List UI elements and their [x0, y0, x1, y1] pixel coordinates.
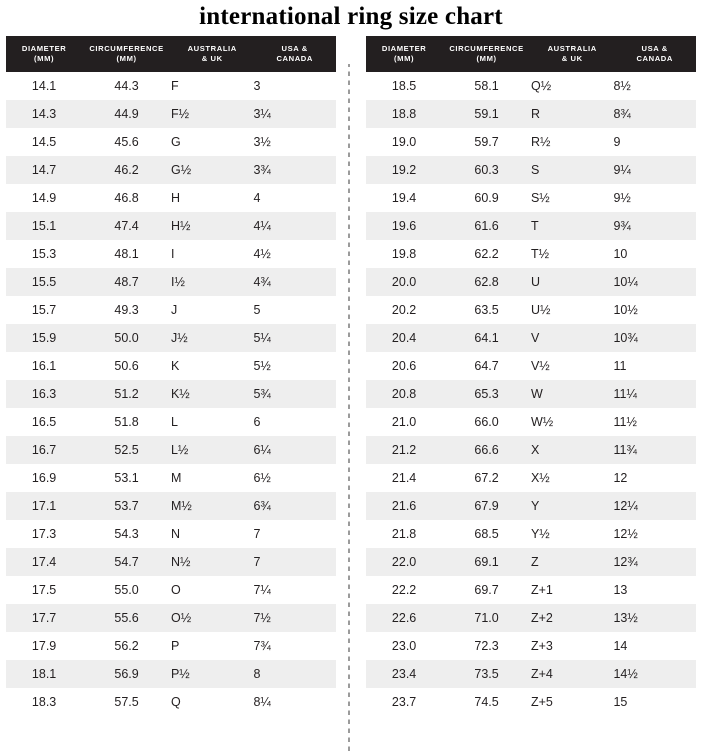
table-row	[366, 212, 696, 240]
cell-australia-uk: J½	[170, 331, 188, 345]
table-row	[6, 520, 336, 548]
cell-circumference: 62.8	[474, 275, 499, 289]
cell-diameter: 14.7	[31, 163, 57, 177]
column-header-circumference-label: CIRCUMFERENCE	[89, 44, 164, 53]
column-header-diameter-label: DIAMETER	[381, 44, 427, 53]
cell-australia-uk: G½	[170, 163, 192, 177]
right-table-block	[366, 36, 696, 716]
cell-usa-canada: 14½	[613, 667, 638, 681]
table-row	[366, 72, 696, 100]
cell-australia-uk: O½	[170, 611, 192, 625]
cell-circumference: 44.9	[114, 107, 139, 121]
cell-australia-uk: Q	[170, 695, 181, 709]
cell-usa-canada: 6½	[253, 471, 271, 485]
column-header-circumference	[442, 36, 531, 72]
table-row	[366, 100, 696, 128]
cell-diameter: 21.4	[391, 471, 417, 485]
cell-circumference: 62.2	[474, 247, 499, 261]
column-header-diameter	[366, 36, 442, 72]
table-header-row	[6, 36, 336, 72]
cell-australia-uk: O	[170, 583, 181, 597]
cell-diameter: 22.0	[391, 555, 417, 569]
table-row	[6, 464, 336, 492]
cell-australia-uk: G	[170, 135, 181, 149]
cell-circumference: 61.6	[474, 219, 499, 233]
cell-diameter: 17.5	[31, 583, 57, 597]
cell-circumference: 67.2	[474, 471, 499, 485]
cell-diameter: 22.2	[391, 583, 417, 597]
cell-usa-canada: 8½	[613, 79, 631, 93]
cell-circumference: 51.2	[114, 387, 139, 401]
column-header-australia-label: AUSTRALIA	[187, 44, 237, 53]
column-header-circumference-unit: (MM)	[116, 54, 137, 63]
cell-circumference: 54.7	[114, 555, 139, 569]
cell-australia-uk: Z	[530, 555, 539, 569]
cell-diameter: 15.7	[31, 303, 57, 317]
cell-australia-uk: N	[170, 527, 180, 541]
column-header-australia-label: AUSTRALIA	[547, 44, 597, 53]
cell-circumference: 63.5	[474, 303, 499, 317]
cell-australia-uk: U	[530, 275, 540, 289]
cell-diameter: 14.9	[31, 191, 57, 205]
cell-australia-uk: Z+3	[530, 639, 553, 653]
table-row	[366, 548, 696, 576]
column-header-diameter-unit: (MM)	[394, 54, 415, 63]
cell-circumference: 69.1	[474, 555, 499, 569]
cell-diameter: 22.6	[391, 611, 417, 625]
table-row	[366, 492, 696, 520]
cell-diameter: 20.2	[391, 303, 417, 317]
cell-diameter: 18.5	[391, 79, 417, 93]
table-row	[6, 184, 336, 212]
cell-australia-uk: Y	[530, 499, 540, 513]
cell-usa-canada: 3	[253, 79, 261, 93]
cell-circumference: 57.5	[114, 695, 139, 709]
cell-usa-canada: 12	[613, 471, 628, 485]
table-row	[366, 240, 696, 268]
column-header-diameter	[6, 36, 82, 72]
ring-size-table-right	[366, 36, 696, 716]
cell-circumference: 60.3	[474, 163, 499, 177]
column-header-uk-label: & UK	[561, 54, 583, 63]
table-row	[366, 660, 696, 688]
cell-circumference: 64.1	[474, 331, 499, 345]
cell-circumference: 65.3	[474, 387, 499, 401]
cell-australia-uk: W½	[530, 415, 554, 429]
cell-usa-canada: 7¾	[253, 639, 271, 653]
column-header-circumference	[82, 36, 171, 72]
cell-australia-uk: Z+1	[530, 583, 553, 597]
table-row	[6, 492, 336, 520]
cell-usa-canada: 4¾	[253, 275, 271, 289]
table-row	[6, 352, 336, 380]
table-row	[6, 324, 336, 352]
cell-usa-canada: 11¾	[613, 443, 637, 457]
cell-diameter: 19.0	[391, 135, 417, 149]
cell-usa-canada: 9¾	[613, 219, 631, 233]
column-header-circumference-label: CIRCUMFERENCE	[449, 44, 524, 53]
cell-usa-canada: 7¼	[253, 583, 271, 597]
cell-australia-uk: K½	[170, 387, 190, 401]
table-row	[6, 660, 336, 688]
cell-circumference: 55.6	[114, 611, 139, 625]
cell-diameter: 16.5	[31, 415, 57, 429]
cell-circumference: 50.6	[114, 359, 139, 373]
table-row	[366, 604, 696, 632]
cell-circumference: 48.7	[114, 275, 139, 289]
cell-circumference: 73.5	[474, 667, 499, 681]
cell-circumference: 64.7	[474, 359, 499, 373]
cell-circumference: 48.1	[114, 247, 139, 261]
cell-diameter: 17.3	[31, 527, 57, 541]
cell-australia-uk: X½	[530, 471, 550, 485]
column-header-canada-label: CANADA	[276, 54, 313, 63]
cell-australia-uk: I	[170, 247, 175, 261]
cell-diameter: 15.1	[31, 219, 57, 233]
table-row	[6, 212, 336, 240]
cell-australia-uk: M	[170, 471, 182, 485]
cell-australia-uk: V	[530, 331, 540, 345]
cell-usa-canada: 7½	[253, 611, 271, 625]
cell-australia-uk: P	[170, 639, 180, 653]
cell-diameter: 21.8	[391, 527, 417, 541]
cell-diameter: 18.3	[31, 695, 57, 709]
cell-circumference: 56.2	[114, 639, 139, 653]
cell-diameter: 16.7	[31, 443, 57, 457]
table-row	[366, 576, 696, 604]
table-row	[6, 688, 336, 716]
table-row	[6, 240, 336, 268]
cell-circumference: 52.5	[114, 443, 139, 457]
cell-circumference: 58.1	[474, 79, 499, 93]
cell-diameter: 21.2	[391, 443, 417, 457]
cell-circumference: 44.3	[114, 79, 139, 93]
table-row	[366, 408, 696, 436]
cell-diameter: 23.0	[391, 639, 417, 653]
table-body-left	[6, 72, 336, 716]
cell-diameter: 20.4	[391, 331, 417, 345]
cell-diameter: 19.8	[391, 247, 417, 261]
cell-usa-canada: 4	[253, 191, 261, 205]
cell-usa-canada: 13½	[613, 611, 638, 625]
cell-diameter: 15.3	[31, 247, 57, 261]
table-body-right	[366, 72, 696, 716]
cell-circumference: 59.7	[474, 135, 499, 149]
tables-container	[0, 36, 702, 754]
cell-australia-uk: R½	[530, 135, 551, 149]
cell-diameter: 20.0	[391, 275, 417, 289]
cell-diameter: 15.5	[31, 275, 57, 289]
ring-size-chart-page	[0, 2, 702, 749]
table-row	[6, 72, 336, 100]
table-row	[6, 380, 336, 408]
column-header-usa-canada	[613, 36, 696, 72]
cell-usa-canada: 3¾	[253, 163, 271, 177]
table-row	[366, 464, 696, 492]
cell-australia-uk: S½	[530, 191, 550, 205]
column-header-australia-uk	[171, 36, 254, 72]
cell-diameter: 20.8	[391, 387, 417, 401]
table-row	[6, 296, 336, 324]
column-header-usa-canada	[253, 36, 336, 72]
table-row	[6, 576, 336, 604]
cell-australia-uk: V½	[530, 359, 550, 373]
cell-circumference: 55.0	[114, 583, 139, 597]
cell-usa-canada: 7	[253, 527, 261, 541]
cell-australia-uk: L	[170, 415, 178, 429]
cell-diameter: 17.1	[31, 499, 57, 513]
cell-diameter: 18.8	[391, 107, 417, 121]
table-row	[366, 324, 696, 352]
cell-australia-uk: Z+5	[530, 695, 553, 709]
column-header-usa-label: USA &	[641, 44, 668, 53]
cell-usa-canada: 11½	[613, 415, 637, 429]
cell-usa-canada: 12½	[613, 527, 638, 541]
table-row	[366, 184, 696, 212]
cell-diameter: 15.9	[31, 331, 57, 345]
cell-usa-canada: 5½	[253, 359, 271, 373]
cell-usa-canada: 14	[613, 639, 628, 653]
cell-diameter: 19.4	[391, 191, 417, 205]
cell-australia-uk: K	[170, 359, 180, 373]
cell-usa-canada: 8¼	[253, 695, 271, 709]
cell-circumference: 47.4	[114, 219, 139, 233]
cell-diameter: 16.3	[31, 387, 57, 401]
cell-circumference: 68.5	[474, 527, 499, 541]
table-row	[366, 520, 696, 548]
cell-australia-uk: J	[170, 303, 178, 317]
cell-usa-canada: 4¼	[253, 219, 271, 233]
cell-diameter: 21.0	[391, 415, 417, 429]
cell-diameter: 14.3	[31, 107, 57, 121]
cell-diameter: 21.6	[391, 499, 417, 513]
cell-australia-uk: T½	[530, 247, 550, 261]
cell-circumference: 50.0	[114, 331, 139, 345]
table-row	[366, 268, 696, 296]
table-row	[366, 632, 696, 660]
cell-usa-canada: 10¾	[613, 331, 638, 345]
cell-usa-canada: 8	[253, 667, 261, 681]
cell-diameter: 19.6	[391, 219, 417, 233]
cell-usa-canada: 11¼	[613, 387, 637, 401]
cell-diameter: 17.9	[31, 639, 57, 653]
table-row	[6, 408, 336, 436]
cell-diameter: 16.1	[31, 359, 57, 373]
cell-diameter: 17.7	[31, 611, 57, 625]
cell-usa-canada: 9	[613, 135, 621, 149]
table-row	[366, 352, 696, 380]
cell-australia-uk: H½	[170, 219, 191, 233]
table-row	[6, 604, 336, 632]
cell-usa-canada: 9¼	[613, 163, 631, 177]
cell-circumference: 72.3	[474, 639, 499, 653]
cell-diameter: 16.9	[31, 471, 57, 485]
table-row	[6, 548, 336, 576]
cell-usa-canada: 13	[613, 583, 628, 597]
table-row	[6, 436, 336, 464]
cell-usa-canada: 5	[253, 303, 261, 317]
cell-circumference: 51.8	[114, 415, 139, 429]
cell-usa-canada: 3¼	[253, 107, 271, 121]
cell-usa-canada: 8¾	[613, 107, 631, 121]
cell-usa-canada: 5¼	[253, 331, 271, 345]
cell-usa-canada: 10	[613, 247, 628, 261]
cell-australia-uk: U½	[530, 303, 551, 317]
table-header-right	[366, 36, 696, 72]
cell-usa-canada: 6¼	[253, 443, 271, 457]
cell-australia-uk: M½	[170, 499, 192, 513]
column-header-uk-label: & UK	[201, 54, 223, 63]
cell-diameter: 23.4	[391, 667, 417, 681]
cell-australia-uk: H	[170, 191, 180, 205]
cell-australia-uk: I½	[170, 275, 185, 289]
table-row	[6, 128, 336, 156]
cell-usa-canada: 12¾	[613, 555, 638, 569]
cell-usa-canada: 6¾	[253, 499, 271, 513]
cell-australia-uk: F½	[170, 107, 190, 121]
cell-usa-canada: 4½	[253, 247, 271, 261]
cell-usa-canada: 10½	[613, 303, 638, 317]
cell-usa-canada: 15	[613, 695, 628, 709]
cell-australia-uk: S	[530, 163, 540, 177]
table-row	[366, 688, 696, 716]
cell-australia-uk: P½	[170, 667, 190, 681]
cell-usa-canada: 3½	[253, 135, 271, 149]
cell-circumference: 69.7	[474, 583, 499, 597]
cell-australia-uk: N½	[170, 555, 191, 569]
cell-australia-uk: X	[530, 443, 540, 457]
cell-circumference: 60.9	[474, 191, 499, 205]
cell-circumference: 66.0	[474, 415, 499, 429]
table-row	[6, 156, 336, 184]
cell-circumference: 45.6	[114, 135, 139, 149]
cell-usa-canada: 12¼	[613, 499, 638, 513]
cell-diameter: 17.4	[31, 555, 57, 569]
cell-circumference: 67.9	[474, 499, 499, 513]
cell-usa-canada: 11	[613, 359, 627, 373]
cell-australia-uk: Q½	[530, 79, 552, 93]
table-row	[6, 268, 336, 296]
table-row	[366, 436, 696, 464]
cell-diameter: 14.5	[31, 135, 57, 149]
cell-australia-uk: L½	[170, 443, 189, 457]
table-header-left	[6, 36, 336, 72]
cell-circumference: 53.1	[114, 471, 139, 485]
cell-circumference: 46.8	[114, 191, 139, 205]
table-row	[366, 128, 696, 156]
column-header-australia-uk	[531, 36, 614, 72]
cell-usa-canada: 10¼	[613, 275, 638, 289]
cell-diameter: 19.2	[391, 163, 417, 177]
cell-usa-canada: 9½	[613, 191, 631, 205]
cell-australia-uk: W	[530, 387, 543, 401]
cell-australia-uk: T	[530, 219, 539, 233]
cell-circumference: 74.5	[474, 695, 499, 709]
cell-circumference: 56.9	[114, 667, 139, 681]
cell-diameter: 20.6	[391, 359, 417, 373]
ring-size-table-left	[6, 36, 336, 716]
cell-usa-canada: 6	[253, 415, 261, 429]
cell-diameter: 23.7	[391, 695, 417, 709]
table-row	[366, 156, 696, 184]
page-title: international ring size chart	[199, 3, 503, 30]
cell-circumference: 59.1	[474, 107, 499, 121]
column-header-diameter-label: DIAMETER	[21, 44, 67, 53]
cell-australia-uk: Y½	[530, 527, 550, 541]
cell-circumference: 66.6	[474, 443, 499, 457]
cell-circumference: 46.2	[114, 163, 139, 177]
cell-circumference: 53.7	[114, 499, 139, 513]
cell-circumference: 49.3	[114, 303, 139, 317]
table-header-row	[366, 36, 696, 72]
table-row	[366, 380, 696, 408]
column-header-diameter-unit: (MM)	[34, 54, 55, 63]
cell-diameter: 14.1	[31, 79, 57, 93]
cell-australia-uk: F	[170, 79, 179, 93]
cell-circumference: 71.0	[474, 611, 499, 625]
cell-australia-uk: R	[530, 107, 540, 121]
table-row	[6, 632, 336, 660]
cell-diameter: 18.1	[31, 667, 57, 681]
column-header-canada-label: CANADA	[636, 54, 673, 63]
vertical-dotted-divider	[348, 64, 354, 754]
left-table-block	[6, 36, 336, 716]
cell-australia-uk: Z+4	[530, 667, 553, 681]
table-row	[6, 100, 336, 128]
cell-usa-canada: 7	[253, 555, 261, 569]
cell-circumference: 54.3	[114, 527, 139, 541]
cell-usa-canada: 5¾	[253, 387, 271, 401]
column-header-circumference-unit: (MM)	[476, 54, 497, 63]
cell-australia-uk: Z+2	[530, 611, 553, 625]
table-row	[366, 296, 696, 324]
column-header-usa-label: USA &	[281, 44, 308, 53]
